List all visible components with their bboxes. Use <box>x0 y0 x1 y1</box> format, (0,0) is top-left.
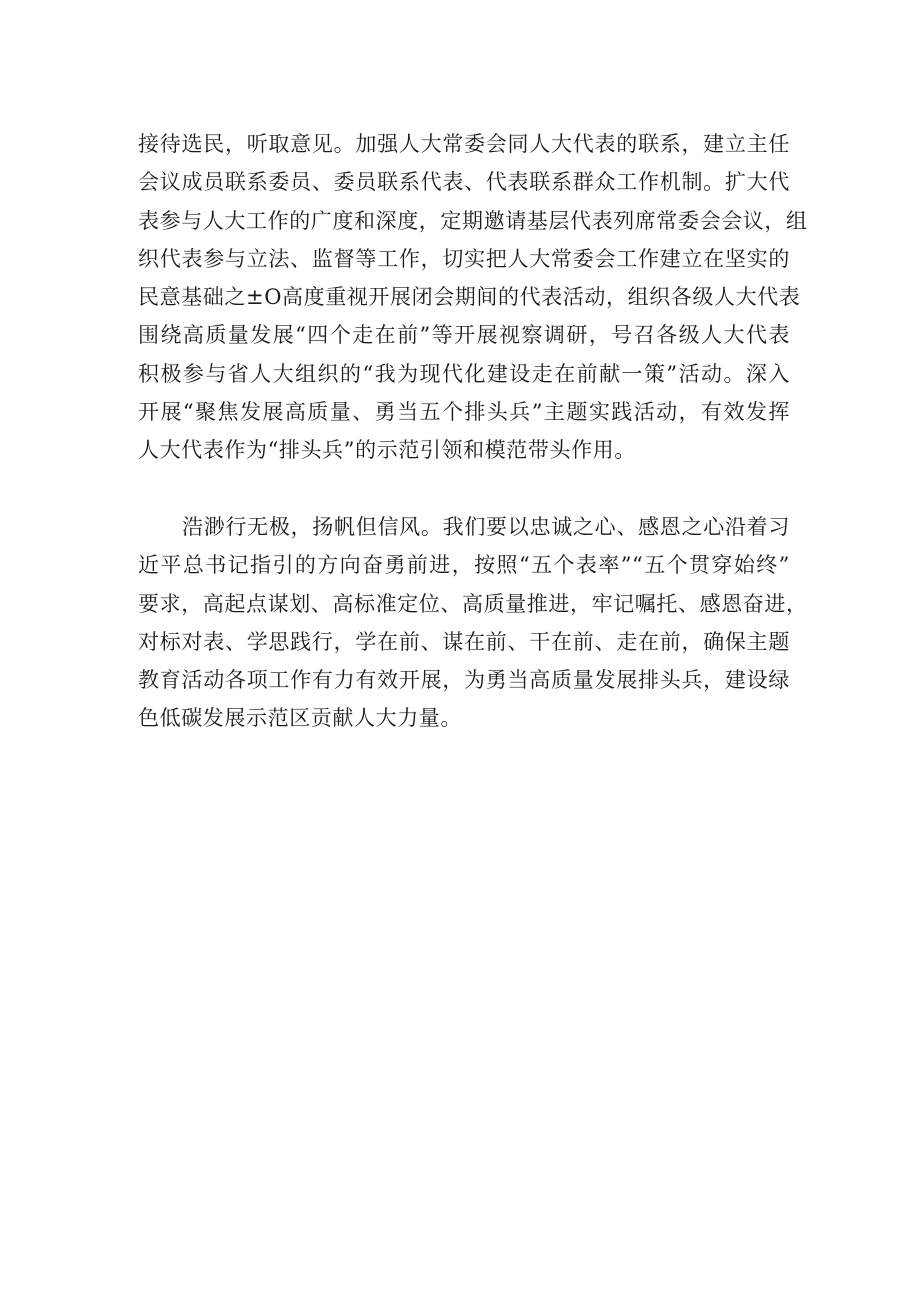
paragraph-line: 会议成员联系委员、委员联系代表、代表联系群众工作机制。扩大代 <box>138 170 790 195</box>
paragraph-1 <box>138 125 808 470</box>
paragraph-line: 围绕高质量发展“四个走在前”等开展视察调研，号召各级人大代表 <box>138 323 790 348</box>
paragraph-line: 民意基础之±O高度重视开展闭会期间的代表活动，组织各级人大代表 <box>138 285 801 310</box>
paragraph-line: 表参与人大工作的广度和深度，定期邀请基层代表列席常委会会议，组 <box>138 208 808 233</box>
paragraph-line: 人大代表作为“排头兵”的示范引领和模范带头作用。 <box>138 438 636 463</box>
paragraph-line: 开展“聚焦发展高质量、勇当五个排头兵”主题实践活动，有效发挥 <box>138 400 790 425</box>
paragraph-line: 接待选民，听取意见。加强人大常委会同人大代表的联系，建立主任 <box>138 132 790 156</box>
paragraph-line: 教育活动各项工作有力有效开展，为勇当高质量发展排头兵，建设绿 <box>138 668 790 693</box>
paragraph-line: 积极参与省人大组织的“我为现代化建设走在前献一策”活动。深入 <box>138 361 790 386</box>
paragraph-line: 色低碳发展示范区贡献人大力量。 <box>138 706 462 731</box>
paragraph-2 <box>138 508 808 738</box>
paragraph-line: 浩渺行无极，扬帆但信风。我们要以忠诚之心、感恩之心沿着习 <box>182 515 790 539</box>
paragraph-line: 近平总书记指引的方向奋勇前进，按照“五个表率”“五个贯穿始终” <box>138 553 790 578</box>
paragraph-line: 要求，高起点谋划、高标准定位、高质量推进，牢记嘱托、感恩奋进， <box>138 591 808 616</box>
paragraph-line: 对标对表、学思践行，学在前、谋在前、干在前、走在前，确保主题 <box>138 629 790 654</box>
paragraph-line: 织代表参与立法、监督等工作，切实把人大常委会工作建立在坚实的 <box>138 246 790 271</box>
